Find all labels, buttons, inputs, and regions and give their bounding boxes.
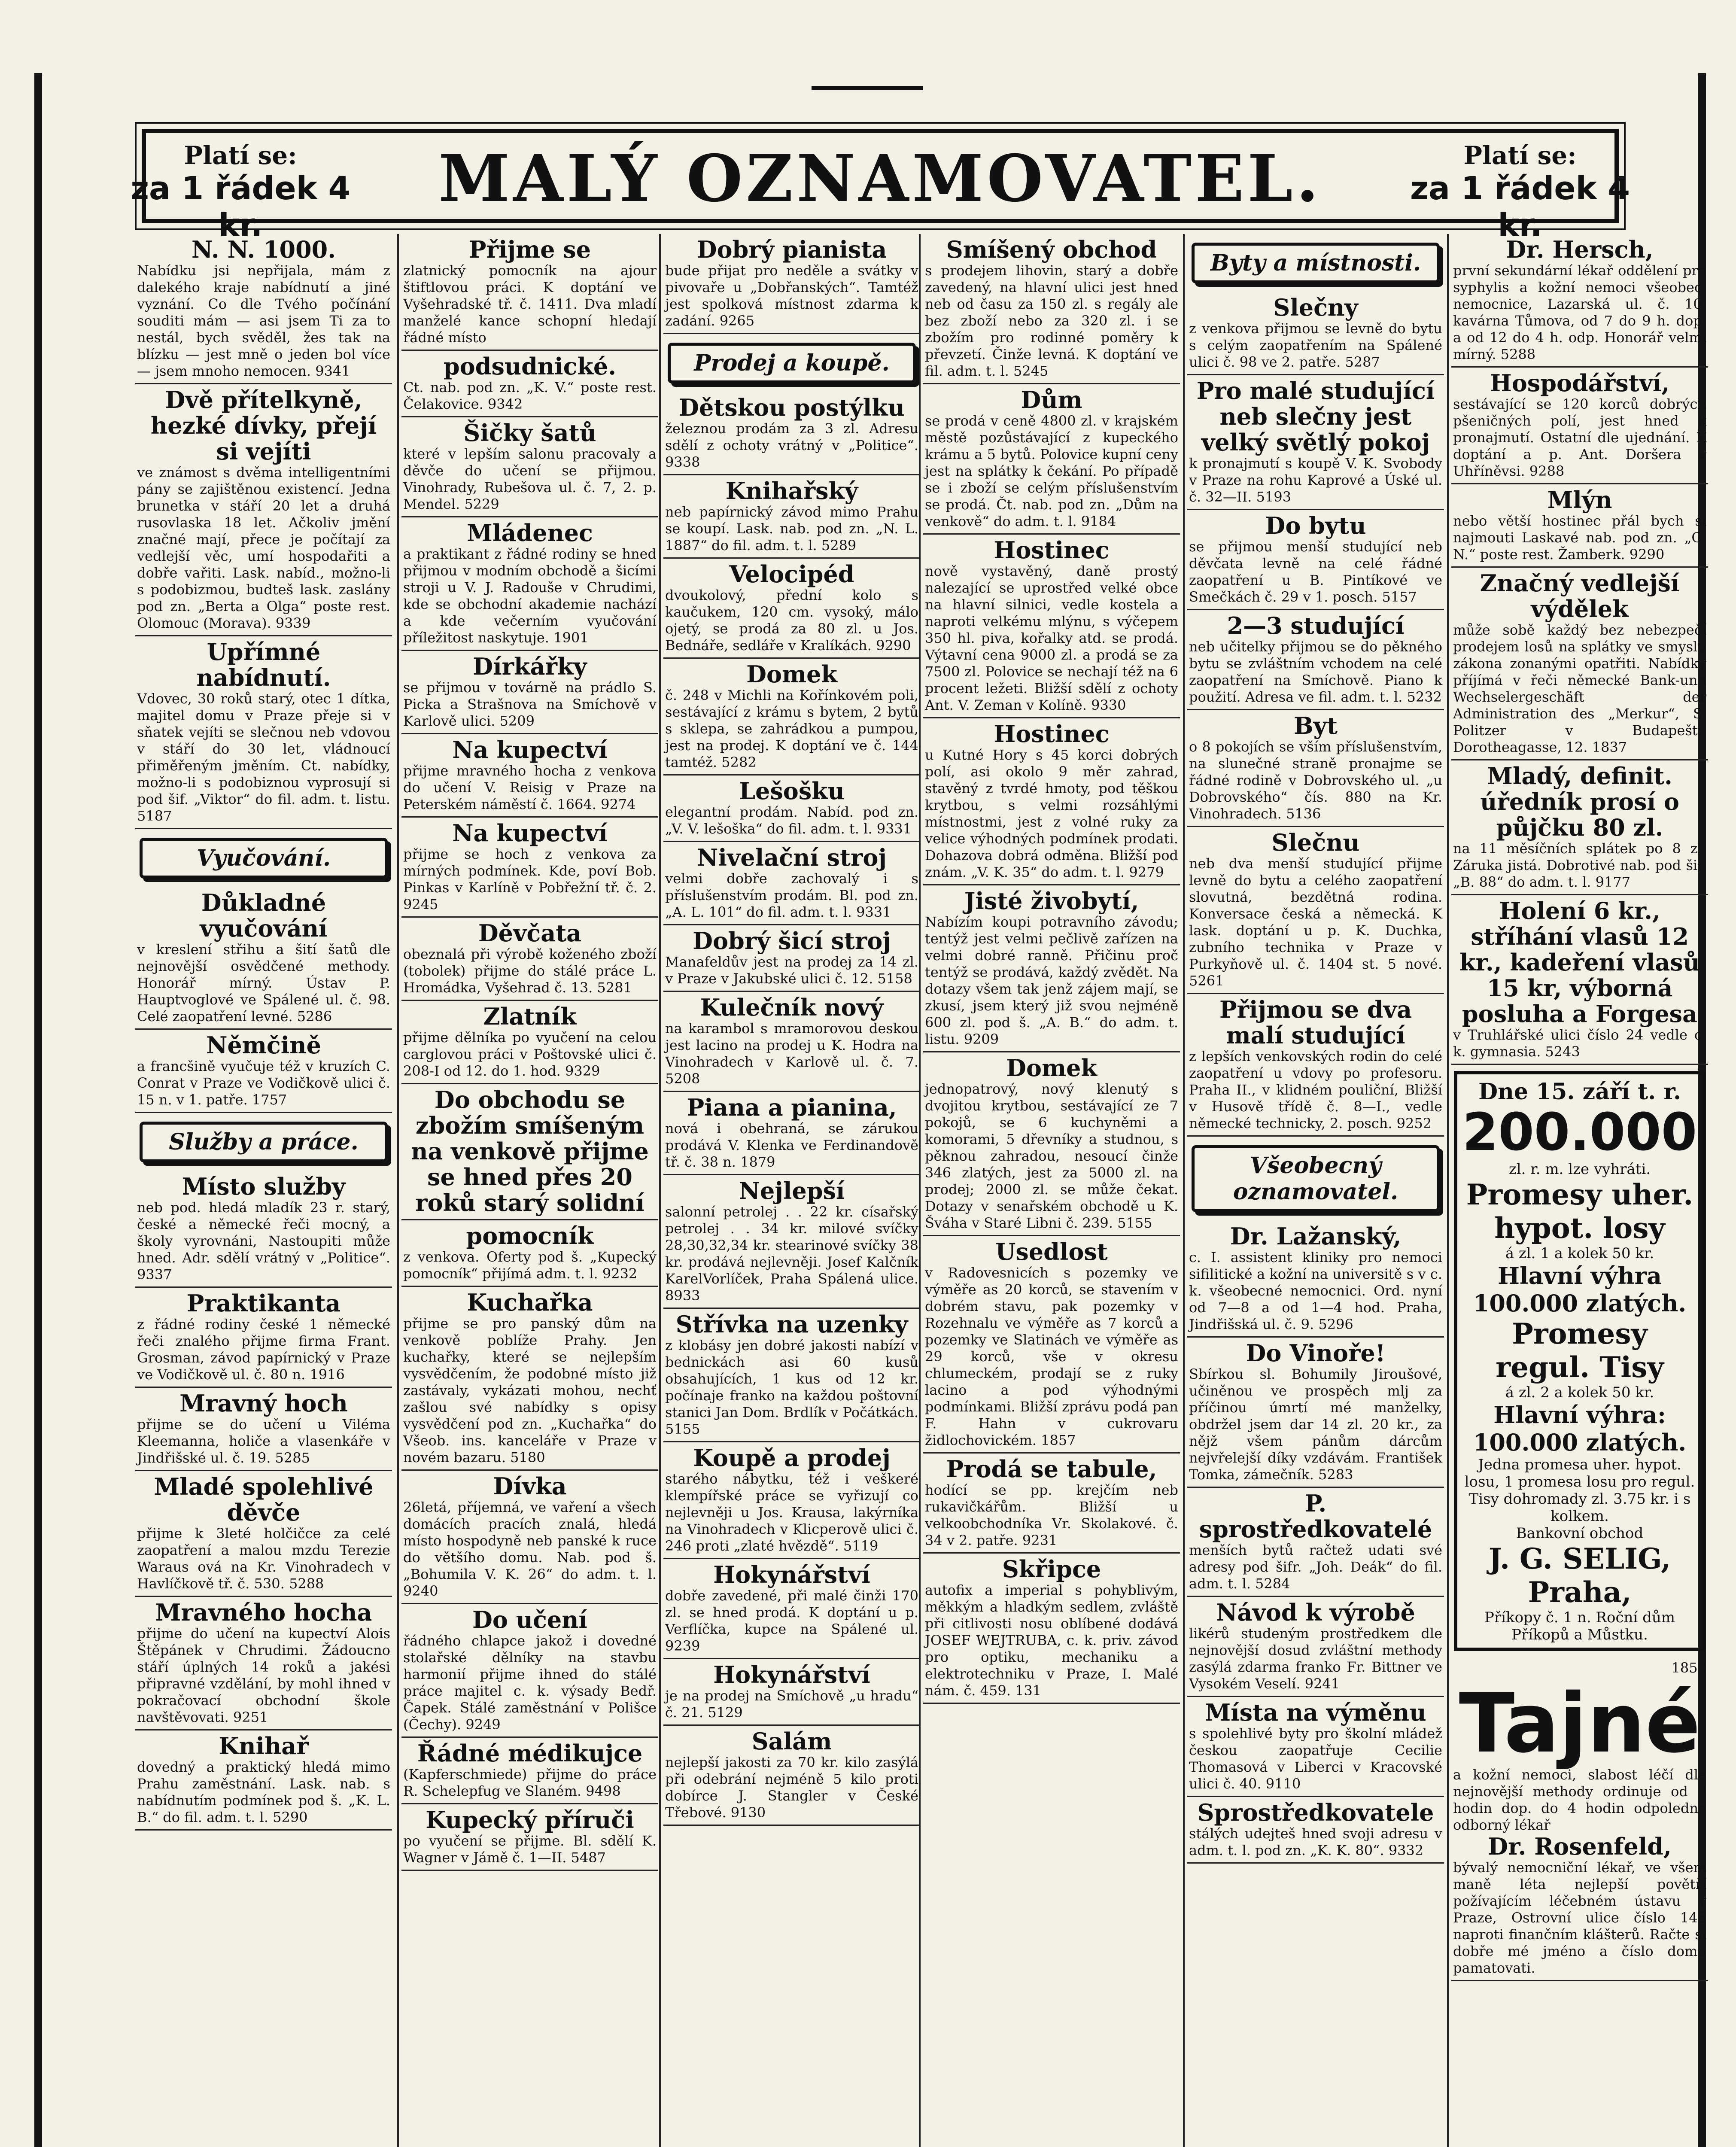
ad-body: přijme do učení na kupectví Alois Štěpánek v Chrudimi. Žádoucno stáří úplných 14 roků a jakési připravné vzdělání, by mohl ihned v pokračovací obchodní škole navštěvovati. 9251	[137, 1625, 390, 1725]
price-left-value: za 1 řádek 4 kr.	[130, 170, 351, 244]
ad-heading: Přijmou se dva malí studující	[1219, 996, 1412, 1049]
ad-body: z řádné rodiny české 1 německé řeči znalého přijme firma Frant. Grosman, závod papírnický v Praze ve Vodičkově ul. č. 80 n. 1916	[137, 1316, 390, 1383]
classified-ad	[1187, 1697, 1444, 1797]
classified-ad	[1451, 368, 1708, 484]
ad-body: Vdovec, 30 roků starý, otec 1 dítka, majitel domu v Praze přeje si v sňatek vejíti se slečnou neb vdovou v stáří do 30 let, vládnoucí přiměřeným jměním. Ct. nabídky, možno-li s podobiznou vyprosují si pod šif. „Viktor“ do fil. adm. t. listu. 5187	[137, 690, 390, 824]
classified-ad	[401, 1287, 658, 1471]
ad-heading: Knihař	[219, 1732, 309, 1760]
top-ornament	[812, 86, 923, 90]
classified-ad	[401, 1604, 658, 1738]
classified-ad	[401, 1471, 658, 1604]
ad-body: a praktikant z řádné rodiny se hned přijmou v modním obchodě a šicími stroji u V. J. Radouše v Chrudimi, kde se obchodní akademie nachází a kde večerním vyučování příležitost naskytuje. 1901	[403, 546, 657, 646]
ad-heading: Hostinec	[994, 720, 1110, 748]
ad-body: ve známost s dvěma intelligentními pány se zajištěnou existencí. Jedna brunetka v stáří 20 let a druhá rusovlaska 18 let. Ačkoliv jmění značné mají, přece je počítají za vedlejší věc, umí hospodařiti a dobře vařiti. Lask. nabíd., možno-li s podobizmou, budteš lask. zaslány pod zn. „Berta a Olga“ poste rest. Olomouc (Morava). 9339	[137, 464, 390, 631]
ad-body: přijme mravného hocha z venkova do učení V. Reisig v Praze na Peterském náměstí č. 1664. 9274	[403, 763, 657, 812]
ad-heading: Děvčata	[478, 919, 582, 947]
classified-ad	[401, 1084, 658, 1220]
column-6	[1451, 234, 1708, 2147]
ad-body: dobře zavedené, při malé činži 170 zl. se hned prodá. K doptání u p. Verflíčka, kupce na Spálené ul. 9239	[665, 1587, 918, 1654]
price-right-value: za 1 řádek 4 kr.	[1410, 170, 1630, 244]
ad-heading: Hospodářství,	[1490, 369, 1670, 397]
lottery-amount: 200.000	[1462, 1103, 1697, 1162]
classified-ad	[1187, 1488, 1444, 1597]
classified-ad	[135, 636, 392, 829]
ad-body: přijme se do učení u Vilémа Kleemanna, holiče a vlasenkáře v Jindřišské ul. č. 19. 5285	[137, 1416, 390, 1466]
classified-ad	[1187, 1597, 1444, 1697]
classified-ad	[135, 1388, 392, 1471]
classified-ad	[663, 925, 920, 992]
classified-ad	[1187, 610, 1444, 710]
ad-heading: 2—3 studující	[1227, 612, 1405, 639]
ad-body: salonní petrolej . . 22 kr. císařský petrolej . . 34 kr. milové svíčky 28,30,32,34 kr. stearinové svíčky 38 kr. prodává nejlevněji. Josef Kalčník KarelVorlíček, Praha Spálená ulice. 8933	[665, 1204, 918, 1304]
promesy-1-win: Hlavní výhra 100.000 zlatých.	[1473, 1262, 1687, 1317]
ad-body: po vyučení se přijme. Bl. sdělí K. Wagner v Jámě č. 1—II. 5487	[403, 1833, 657, 1866]
promesy-2-price: á zl. 2 a kolek 50 kr.	[1505, 1384, 1654, 1401]
ad-heading: Místa na výměnu	[1205, 1699, 1426, 1726]
ad-body: první sekundární lékař oddělení pro syphylis a kožní nemoci všeobec. nemocnice, Lazarská ul. č. 10, kavárna Tůmova, od 7 do 9 h. dop. a od 12 do 4 h. odp. Honorář velmi mírný. 5288	[1453, 262, 1706, 362]
classified-ad	[1187, 1797, 1444, 1864]
ad-heading: Domek	[746, 660, 837, 688]
classified-ad	[401, 1738, 658, 1804]
classified-ad	[1187, 375, 1444, 510]
ad-heading: Mladé spolehlivé děvče	[154, 1473, 374, 1526]
ad-heading: Slečnu	[1271, 829, 1360, 856]
classified-ad	[1187, 1221, 1444, 1338]
ad-body: obeznalá při výrobě koženého zboží (tobolek) přijme do stálé práce L. Hromádka, Vyšehrad č. 13. 5281	[403, 946, 657, 996]
ad-body: se přijmou v továrně na prádlo S. Picka a Strašnova na Smíchově v Karlově ulici. 5209	[403, 679, 657, 729]
ad-heading: Na kupectví	[452, 819, 608, 847]
ad-heading: Hostinec	[994, 536, 1110, 564]
ad-heading: Řádné médikujce	[417, 1739, 643, 1767]
tajne-number: 1853	[1671, 1660, 1706, 1676]
promesy-2: Promesy regul. Tisy	[1496, 1317, 1664, 1384]
ad-body: v Radovesnicích s pozemky ve výměře as 20 korců, se stavením v dobrém stavu, pak pozemky v Rozehnalu ve výměře as 7 korců a pozemky ve Slatinách ve výměře as 29 korců, vše v okresu chlumeckém, prodají se z ruky lacino a pod výhodnými podmínkami. Bližší zprávu podá pan F. Hahn v cukrovaru židlochovickém. 1857	[925, 1265, 1178, 1448]
ad-body: č. 248 v Michli na Kořínkovém poli, sestávající z krámu s bytem, 2 bytů s sklepa, se zahrádkou a pumpou, jest na prodej. K doptání ve č. 144 tamtéž. 5282	[665, 687, 918, 770]
classified-ad	[923, 885, 1180, 1052]
ad-heading: Piana a pianina,	[687, 1094, 897, 1121]
ad-heading: Němčině	[206, 1031, 321, 1059]
classified-ad	[401, 1001, 658, 1084]
classified-ad	[135, 887, 392, 1030]
classified-ad	[401, 417, 658, 517]
classified-ad	[1187, 1338, 1444, 1488]
ad-body: může sobě každý bez nebezpečí prodejem losů na splátky ve smyslu zákona zonanými opatřiti. Nabídky příjímá v řeči německé Bank-und Wechselergeschäft der Administration des „Merkur“, S. Politzer v Budapešti, Dorotheagasse, 12. 1837	[1453, 622, 1706, 755]
ad-body: autofix a imperial s pohyblivým, měkkým a hladkým sedlem, zvláště při citlivosti nosu oblíbené dodává JOSEF WEJTRUBA, c. k. priv. závod pro optiku, mechaniku a elektrotechniku v Praze, I. Malé nám. č. 459. 131	[925, 1582, 1178, 1699]
ad-body: s prodejem lihovin, starý a dobře zavedený, na hlavní ulici jest hned neb od času za 150 zl. s regály ale bez zboží nebo za 320 zl. i se zbožím pro rodinné poměry k převzetí. Činže levná. K doptání ve fil. adm. t. l. 5245	[925, 262, 1178, 379]
ad-body: na karambol s mramorovou deskou jest lacino na prodej u K. Hodra na Vinohradech v Karlově ul. č. 7. 5208	[665, 1020, 918, 1087]
ad-body: Sbírkou sl. Bohumily Jiroušové, učiněnou ve prospěch mlj za příčinou úmrtí mé manželky, obdržel jsem dar 14 zl. 20 kr., za nějž všem pánům dárcům nejvřelejší díky vzdávám. František Tomka, zámečník. 5283	[1189, 1366, 1442, 1483]
ad-heading: Praktikanta	[186, 1289, 341, 1317]
column-3	[663, 234, 920, 2147]
left-border-ornament	[34, 73, 42, 2147]
ad-body: nebo větší hostinec přál bych si najmouti Laskavé nab. pod zn. „G. N.“ poste rest. Žamberk. 9290	[1453, 513, 1706, 563]
ad-heading: Mladý, definit. úředník prosí o půjčku 80 zl.	[1480, 762, 1679, 841]
classified-ad	[135, 1030, 392, 1113]
classified-ad	[923, 718, 1180, 885]
classified-ad	[401, 1804, 658, 1871]
column-5	[1187, 234, 1444, 2147]
ad-heading: P. sprostředkovatelé	[1199, 1490, 1432, 1543]
ad-body: starého nábytku, též i veškeré klempířské práce se vyřizují co nejlevněji u Jos. Krausa, lakýrníka na Vinohradech v Klicperově ulici č. 246 proti „zlaté hvězdě“. 5119	[665, 1471, 918, 1554]
ad-heading: Nejlepší	[739, 1177, 845, 1204]
ad-heading: Dírkářky	[473, 653, 587, 680]
tajne-ad	[1451, 1657, 1708, 1981]
section-heading-vyucovani: Vyučování.	[140, 838, 388, 879]
classified-ad	[135, 1730, 392, 1831]
tajne-body: a kožní nemoci, slabost léčí dle nejnovější methody ordinuje od 9 hodin dop. do 4 hodin odpoledne odborný lékař	[1453, 1767, 1706, 1833]
ad-body: přijme se pro panský dům na venkově poblíže Prahy. Jen kuchařky, které se nejlepším vysvědčením, že podobné místo již zastávaly, vykázati mohou, nechť zašlou své nabídky s opisy vysvědčení pod zn. „Kuchařka“ do Všeob. ins. kanceláře v Praze v novém bazaru. 5180	[403, 1315, 657, 1466]
classified-ad	[1451, 484, 1708, 568]
ad-body: k pronajmutí s koupě V. K. Svobody v Praze na rohu Kaprové a Úské ul. č. 32—II. 5193	[1189, 455, 1442, 505]
ad-body: na 11 měsíčních splátek po 8 zl. Záruka jistá. Dobrotivé nab. pod šif. „B. 88“ do adm. t. l. 9177	[1453, 840, 1706, 890]
ad-body: v Truhlářské ulici číslo 24 vedle c. k. gymnasia. 5243	[1453, 1027, 1706, 1060]
lottery-date: Dne 15. září t. r.	[1478, 1079, 1681, 1105]
classified-ad	[401, 734, 658, 818]
ad-body: Manafeldův jest na prodej za 14 zl. v Praze v Jakubské ulici č. 12. 5158	[665, 954, 918, 987]
classified-ad	[663, 1442, 920, 1559]
ad-body: velmi dobře zachovalý i s příslušenstvím prodám. Bl. pod zn. „A. L. 101“ do fil. adm. t. l. 9331	[665, 870, 918, 920]
classified-ad	[663, 475, 920, 559]
section-heading-vseobecny: Všeobecný oznamovatel.	[1192, 1145, 1440, 1212]
ad-body: z lepších venkovských rodin do celé zaopatření u vdovy po profesoru. Praha II., v klidném pouliční, Bližší v Husově třídě č. 8—I., vedle německé technicky, 2. posch. 9252	[1189, 1048, 1442, 1131]
classified-ad	[135, 384, 392, 636]
ad-heading: Salám	[751, 1727, 832, 1755]
ad-heading: Sprostředkovatele	[1197, 1799, 1434, 1826]
section-heading-sluzby: Služby a práce.	[140, 1122, 388, 1162]
price-left	[129, 141, 352, 244]
classified-ad	[663, 992, 920, 1092]
classified-ad	[663, 842, 920, 925]
ad-heading: Upřímné nabídnutí.	[196, 638, 331, 691]
classified-ad	[663, 1175, 920, 1309]
promesy-1: Promesy uher. hypot. losy	[1466, 1178, 1693, 1245]
ad-body: nová i obehraná, se zárukou prodává V. Klenka ve Ferdinandově tř. č. 38 n. 1879	[665, 1120, 918, 1170]
ad-body: a francšině vyučuje též v kruzích C. Conrat v Praze ve Vodičkově ulici č. 15 n. v 1. patře. 1757	[137, 1058, 390, 1108]
ad-heading: Návod k výrobě	[1216, 1599, 1415, 1626]
classified-ad	[923, 384, 1180, 535]
ad-body: se přijmou menší studující neb děvčata levně na celé řádné zaopatření u B. Pintíkové ve Smečkách č. 29 v 1. posch. 5157	[1189, 538, 1442, 605]
ad-body: Nabídku jsi nepřijala, mám z dalekého kraje nabídnutí a jiné vyznání. Co dle Tvého počínání souditi mám — asi jsem Ti za to nestál, bych svěděl, žes tak na blízku — jest mně o jeden bol více — jsem mnoho nemocen. 9341	[137, 262, 390, 379]
classified-ad	[663, 659, 920, 775]
price-right-label: Platí se:	[1463, 141, 1577, 170]
ad-body: jednopatrový, nový klenutý s dvojitou krytbou, sestávající ze 7 pokojů, se 6 kuchyněmi a komorami, 5 dřevníky a studnou, s pěknou zahradou, nesoucí činže 346 zlatých, jest za 5000 zl. na prodej; 2000 zl. se může čekat. Dotazy v senařském obchodě u K. Šváha v Staré Libni č. 239. 5155	[925, 1081, 1178, 1231]
ad-heading: Velocipéd	[729, 560, 854, 588]
ad-body: u Kutné Hory s 45 korci dobrých polí, asi okolo 9 měr zahrad, stavěný z tvrdé hmoty, pod těškou krytbou, s velmi rozsáhlými místnostmi, jest z volné ruky za velice výhodných podmínek prodati. Dohazova dobrá odměna. Bližší pod znám. „V. K. 35“ do adm. t. l. 9279	[925, 747, 1178, 880]
classified-ad	[1187, 292, 1444, 375]
ad-body: je na prodej na Smíchově „u hradu“ č. 21. 5129	[665, 1688, 918, 1721]
column-1	[135, 234, 392, 2147]
classified-ad	[663, 234, 920, 334]
classified-ad	[135, 1171, 392, 1288]
ad-heading: Na kupectví	[452, 736, 608, 763]
classified-ad	[1451, 234, 1708, 368]
classified-ad	[1187, 510, 1444, 610]
ad-body: v kreslení střihu a šití šatů dle nejnovější osvědčené methody. Honorář mírný. Ústav P. Hauptvoglové ve Spálené ul. č. 98. Celé zaopatření levné. 5286	[137, 941, 390, 1025]
classified-ad	[401, 818, 658, 918]
column-rule	[659, 234, 661, 2147]
ad-heading: Hokynářství	[713, 1661, 870, 1688]
ad-heading: Mlýn	[1547, 486, 1612, 514]
ad-heading: Dobrý šicí stroj	[693, 927, 891, 955]
classified-ad	[923, 1236, 1180, 1454]
ad-body: 26letá, příjemná, ve vaření a všech domácích pracích znalá, hledá místo hospodyně neb panské k ruce do většího domu. Nab. pod š. „Bohumila V. K. 26“ do adm. t. l. 9240	[403, 1499, 657, 1599]
ad-heading: Prodá se tabule,	[946, 1455, 1157, 1483]
ad-heading: Dobrý pianista	[696, 236, 887, 263]
ad-heading: Důkladné vyučování	[200, 889, 328, 942]
ad-heading: Kuchařka	[467, 1289, 593, 1316]
classified-ad	[135, 1471, 392, 1597]
tajne-doctor: Dr. Rosenfeld,	[1488, 1833, 1672, 1860]
ad-body: nově vystavěný, daně prostý nalezající se uprostřed velké obce na hlavní silnici, vedle kostela a naproti velkému mlýnu, s výčepem 350 hl. piva, kořalky atd. se prodá. Výtavní cena 9000 zl. a prodá se za 7500 zl. Polovice se nechají též na 6 procent ležeti. Bližší sdělí z ochoty Ant. V. Zeman v Kolíně. 9330	[925, 563, 1178, 713]
classified-ad	[663, 559, 920, 659]
ad-body: z venkova přijmou se levně do bytu s celým zaopatřením na Spálené ulici č. 98 ve 2. patře. 5287	[1189, 320, 1442, 370]
ad-body: neb papírnický závod mimo Prahu se koupí. Lask. nab. pod zn. „N. L. 1887“ do fil. adm. t. l. 5289	[665, 504, 918, 553]
classified-ad	[663, 392, 920, 475]
ad-body: které v lepším salonu pracovaly a děvče do učení se přijmou. Vinohrady, Rubešova ul. č. 7, 2. p. Mendel. 5229	[403, 446, 657, 512]
ad-body: c. I. assistent kliniky pro nemoci sifilitické a kožní na universitě s v c. k. všeobecné nemocnici. Ord. nyní od 7—8 a od 1—4 hod. Praha, Jindřišská ul. č. 9. 5296	[1189, 1249, 1442, 1332]
ad-heading: Holení 6 kr., stříhání vlasů 12 kr., kadeření vlasů 15 kr, výborná posluha a Forgesa	[1459, 897, 1700, 1028]
ad-body: stálých udejteš hned svoji adresu v adm. t. l. pod zn. „K. K. 80“. 9332	[1189, 1825, 1442, 1858]
classified-ad	[1451, 568, 1708, 760]
classified-ad	[401, 234, 658, 351]
ad-heading: Značný vedlejší výdělek	[1480, 569, 1680, 623]
ad-body: neb dva menší studující přijme levně do bytu a celého zaopatření slovutná, bezdětná rodina. Konversace česká a německá. K lask. doptání u p. K. Duchka, zubního technika v Praze v Purkyňově ul. č. 1404 st. 5 nové. 5261	[1189, 855, 1442, 989]
classified-ad	[135, 234, 392, 384]
classified-ad	[401, 918, 658, 1001]
ad-heading: Knihařský	[725, 477, 858, 505]
ad-body: Nabízím koupi potravního závodu; tentýž jest velmi pečlivě zařízen na velmi dobré ranně. Přičinu proč tentýž se prodává, každý zvědět. Na dotazy všem tak jenž zájem mají, se zkusí, jsem který již svou nejméně 600 zl. pod š. „A. B.“ do adm. t. listu. 9209	[925, 914, 1178, 1047]
classified-ad	[663, 1092, 920, 1175]
promesy-note: Jedna promesa uher. hypot. losu, 1 promesa losu pro regul. Tisy dohromady zl. 3.75 kr. i s kolkem.	[1464, 1456, 1695, 1525]
ad-heading: pomocník	[466, 1222, 594, 1250]
ad-heading: Byt	[1294, 712, 1338, 739]
promesy-1-price: á zl. 1 a kolek 50 kr.	[1505, 1245, 1654, 1262]
price-left-label: Platí se:	[184, 141, 297, 170]
tajne-body-2: bývalý nemocniční lékař, ve všem maně léta nejlepší povětří požívajícím léčebném ústavu v Praze, Ostrovní ulice číslo 146 naproti finančním klášterů. Račte si dobře mé jméno a číslo domu pamatovati.	[1453, 1859, 1706, 1976]
classified-ad	[923, 1052, 1180, 1236]
ad-body: dovedný a praktický hledá mimo Prahu zaměstnání. Lask. nab. s nabídnutím podmínek pod š. „K. L. B.“ do fil. adm. t. l. 5290	[137, 1759, 390, 1825]
promesy-2-win: Hlavní výhra: 100.000 zlatých.	[1473, 1401, 1687, 1456]
ad-heading: Do Vinoře!	[1246, 1339, 1386, 1367]
ad-body: menších bytů račtež udati své adresy pod šifr. „Joh. Deák“ do fil. adm. t. l. 5284	[1189, 1542, 1442, 1592]
ad-heading: Kulečník nový	[700, 994, 884, 1021]
ad-heading: N. N. 1000.	[191, 236, 336, 263]
ad-heading: podsudnické.	[443, 353, 617, 380]
ad-body: hodící se pp. krejčím neb rukavičkářům. Bližší u velkoobchodníka Vr. Skolakové. č. 34 v 2. patře. 9231	[925, 1482, 1178, 1548]
classified-ad	[923, 1454, 1180, 1554]
classified-ad	[663, 1726, 920, 1826]
classified-ad	[401, 1220, 658, 1287]
ad-body: likérů studeným prostředkem dle nejnovější dosud zvláštní methody zasýlá zdarma franko Fr. Bittner ve Vysokém Veselí. 9241	[1189, 1625, 1442, 1692]
classified-ad	[923, 1554, 1180, 1704]
lottery-ad	[1454, 1071, 1706, 1651]
classified-ad	[663, 1309, 920, 1442]
ad-body: přijme se hoch z venkova za mírných podmínek. Kde, poví Bob. Pinkas v Karlíně v Pobřežní tř. č. 2. 9245	[403, 846, 657, 912]
ad-heading: Skřipce	[1002, 1555, 1101, 1583]
classified-ad	[923, 535, 1180, 718]
ad-heading: Jisté živobytí,	[964, 887, 1139, 915]
ad-body: bude přijat pro neděle a svátky v pivovaře u „Dobřanských“. Tamtéž jest spolková místnost zdarma k zadání. 9265	[665, 262, 918, 329]
ad-heading: Místo služby	[182, 1173, 346, 1200]
ad-body: z klobásy jen dobré jakosti nabízí v bednickách asi 60 kusů obsahujících, 1 kus od 12 kr. počínaje franko na každou poštovní stanici Jan Dom. Brdlík v Počátkách. 5155	[665, 1337, 918, 1437]
ad-body: zlatnický pomocník na ajour štiftlovou práci. K doptání ve Vyšehradské tř. č. 1411. Dva mladí manželé kance schopní hledají řádné místo	[403, 262, 657, 346]
ad-body: dvoukolový, přední kolo s kaučukem, 120 cm. vysoký, málo ojetý, se prodá za 80 zl. u Jos. Bednáře, sedláře v Kralíkách. 9290	[665, 587, 918, 654]
lottery-note: zl. r. m. lze vyhráti.	[1508, 1161, 1651, 1178]
section-heading-byty: Byty a místnosti.	[1192, 243, 1440, 283]
ad-body: se prodá v ceně 4800 zl. v krajském městě pozůstávající z kupeckého krámu a 5 bytů. Polovice kupní ceny jest na splátky k čekání. Po případě se i zboží se celým příslušenstvím se prodá. Čt. nab. pod zn. „Dům na venkově“ do adm. t. l. 9184	[925, 413, 1178, 529]
classified-ad	[401, 651, 658, 734]
ad-body: Ct. nab. pod zn. „K. V.“ poste rest. Čelakovice. 9342	[403, 379, 657, 412]
ad-heading: Smíšený obchod	[946, 236, 1157, 263]
ad-heading: Dětskou postýlku	[679, 394, 905, 421]
bank-firm: J. G. SELIG, Praha,	[1488, 1542, 1671, 1609]
ad-heading: Slečny	[1273, 294, 1358, 321]
ad-body: přijme k 3leté holčičce za celé zaopatření a malou mzdu Terezie Waraus ová na Kr. Vinohradech v Havlíčkově tř. č. 530. 5288	[137, 1525, 390, 1592]
ad-body: železnou prodám za 3 zl. Adresu sdělí z ochoty vrátný v „Politice“. 9338	[665, 420, 918, 470]
masthead-box	[130, 129, 1630, 244]
bank-label: Bankovní obchod	[1516, 1525, 1644, 1542]
classified-ad	[663, 775, 920, 842]
classified-ad	[1187, 827, 1444, 994]
ad-heading: Usedlost	[995, 1238, 1108, 1265]
classified-ad	[401, 351, 658, 417]
ad-heading: Přijme se	[468, 236, 591, 263]
ad-heading: Hokynářství	[713, 1561, 870, 1588]
ad-body: řádného chlapce jakož i dovedné stolařské dělníky na stavbu harmonií přijme ihned do stálé práce majitel c. k. výsady Bedř. Čapek. Stálé zaměstnání v Polišce (Čechy). 9249	[403, 1633, 657, 1733]
ad-body: z venkova. Oferty pod š. „Kupecký pomocník“ přijímá adm. t. l. 9232	[403, 1249, 657, 1282]
ad-heading: Domek	[1006, 1054, 1097, 1082]
column-4	[923, 234, 1180, 2147]
page-title: MALÝ OZNAMOVATEL.	[438, 141, 1322, 216]
ad-heading: Dvě přítelkyně, hezké dívky, přejí si vejíti	[150, 386, 377, 465]
column-rule	[1183, 234, 1185, 2147]
ad-heading: Dr. Lažanský,	[1230, 1223, 1402, 1250]
ad-heading: Mravný hoch	[179, 1390, 348, 1417]
classified-ad	[1187, 710, 1444, 827]
ad-heading: Pro malé studující neb slečny jest velký světlý pokoj	[1196, 377, 1435, 456]
ad-heading: Do bytu	[1265, 512, 1366, 539]
ad-heading: Dívka	[493, 1472, 567, 1500]
ad-body: s spolehlivé byty pro školní mládež českou zaopatřuje Cecilie Thomasová v Liberci v Kracovské ulici č. 40. 9110	[1189, 1725, 1442, 1792]
ad-body: (Kapferschmiede) přijme do práce R. Schelepfug ve Slaném. 9498	[403, 1766, 657, 1799]
ad-body: nejlepší jakosti za 70 kr. kilo zasýlá při odebrání nejméně 5 kilo proti dobírce J. Stangler v České Třebové. 9130	[665, 1754, 918, 1821]
classified-ad	[923, 234, 1180, 384]
ad-heading: Dům	[1021, 386, 1082, 414]
ad-body: sestávající se 120 korců dobrých pšeničných polí, jest hned k pronajmutí. Ostatní dle ujednání. K doptání a p. Ant. Doršera v Uhříněvsi. 9288	[1453, 396, 1706, 479]
column-rule	[397, 234, 399, 2147]
ad-body: o 8 pokojích se vším příslušenstvím, na slunečné straně pronajme se řádné rodině v Dobrovského ul. „u Dobrovského“ čís. 880 na Kr. Vinohradech. 5136	[1189, 739, 1442, 822]
section-heading-prodej: Prodej a koupě.	[668, 343, 916, 383]
ad-heading: Nivelační stroj	[697, 844, 887, 871]
ad-heading: Střívka na uzenky	[675, 1311, 908, 1338]
ad-heading: Koupě a prodej	[693, 1444, 891, 1472]
ad-heading: Mravného hocha	[155, 1599, 372, 1626]
tajne-heading: Tajné	[1459, 1676, 1701, 1771]
ad-heading: Šičky šatů	[463, 419, 596, 447]
column-2	[401, 234, 658, 2147]
ad-heading: Kupecký příruči	[426, 1806, 634, 1834]
ad-body: přijme dělníka po vyučení na celou carglovou práci v Poštovské ulici č. 208-I od 12. do 1. hod. 9329	[403, 1029, 657, 1079]
classified-ad	[135, 1597, 392, 1730]
ad-body: neb pod. hledá mladík 23 r. starý, české a německé řeči mocný, a školy vyrovnáni, Nastoupiti může hned. Adr. sdělí vrátný v „Politice“. 9337	[137, 1199, 390, 1283]
price-right	[1408, 141, 1632, 244]
classified-ad	[1187, 994, 1444, 1137]
column-rule	[1447, 234, 1449, 2147]
classified-ad	[401, 517, 658, 651]
classified-ad	[1451, 760, 1708, 895]
ad-heading: Do učení	[472, 1606, 587, 1633]
classified-ad	[135, 1288, 392, 1388]
ad-heading: Dr. Hersch,	[1506, 236, 1654, 263]
classified-ad	[663, 1659, 920, 1726]
ad-heading: Lešošku	[739, 777, 845, 805]
ad-heading: Mládenec	[467, 519, 593, 547]
classified-ad	[1451, 895, 1708, 1065]
ad-body: neb učitelky přijmou se do pěkného bytu se zvláštním vchodem na celé zaopatření na Smíchově. Piano k použití. Adresa ve fil. adm. t. l. 5232	[1189, 639, 1442, 705]
ad-heading: Do obchodu se zbožím smíšeným na venkově přijme se hned přes 20 roků starý solidní	[411, 1086, 649, 1216]
ad-body: elegantní prodám. Nabíd. pod zn. „V. V. lešoška“ do fil. adm. t. l. 9331	[665, 804, 918, 837]
ad-heading: Zlatník	[483, 1003, 577, 1030]
classified-ad	[663, 1559, 920, 1659]
bank-address: Příkopy č. 1 n. Roční dům Příkopů a Můstku.	[1484, 1609, 1675, 1643]
